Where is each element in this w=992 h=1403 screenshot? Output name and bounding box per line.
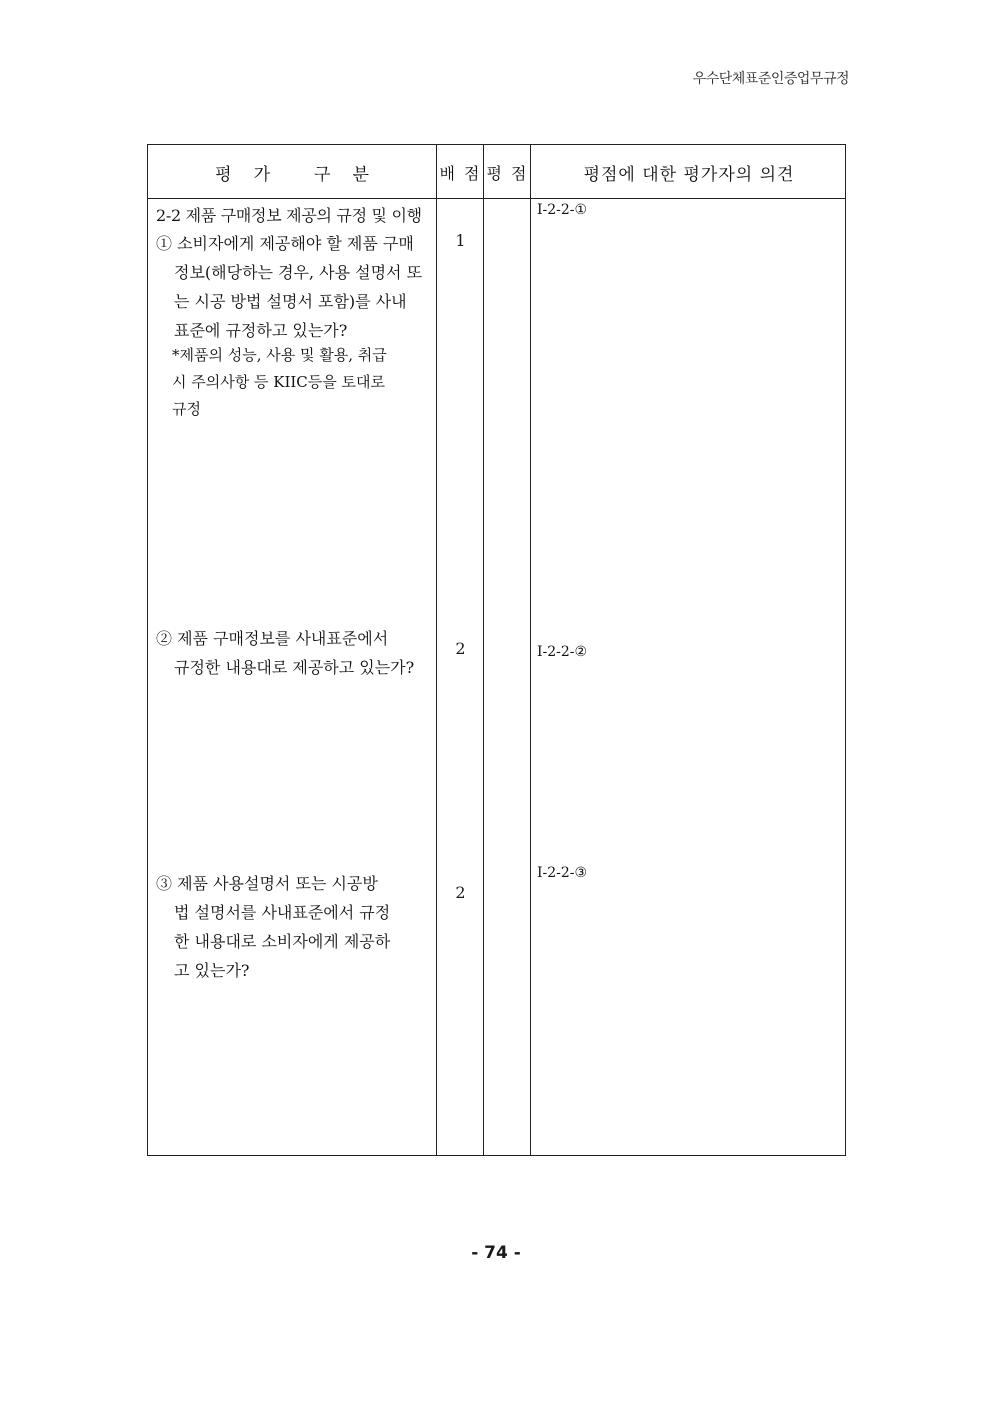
criterion-line: 정보(해당하는 경우, 사용 설명서 또 xyxy=(174,263,423,282)
reference-code-2: Ⅰ-2-2-② xyxy=(537,644,588,660)
criterion-line: ③ 제품 사용설명서 또는 시공방 xyxy=(156,874,378,893)
note-line: 시 주의사항 등 KIIC등을 토대로 xyxy=(172,373,385,391)
criterion-line: 표준에 규정하고 있는가? xyxy=(174,321,348,340)
header-category-char: 평 xyxy=(215,164,232,185)
reference-code-1: Ⅰ-2-2-① xyxy=(537,202,588,218)
header-score: 평 점 xyxy=(486,163,529,183)
points-value-1: 1 xyxy=(455,231,466,250)
header-points: 배 점 xyxy=(439,163,482,183)
points-value-2: 2 xyxy=(455,639,466,658)
criterion-item-2 xyxy=(156,624,428,682)
note-line: *제품의 성능, 사용 및 활용, 취급 xyxy=(172,346,387,364)
reference-code-3: Ⅰ-2-2-③ xyxy=(537,865,588,881)
header-category-char: 구 xyxy=(314,164,331,185)
criterion-line: 규정한 내용대로 제공하고 있는가? xyxy=(174,658,415,677)
criterion-line: 고 있는가? xyxy=(174,961,250,980)
criterion-note xyxy=(172,342,428,423)
criterion-item-3 xyxy=(156,869,428,985)
criterion-line: 법 설명서를 사내표준에서 규정 xyxy=(174,903,391,922)
section-title: 2-2 제품 구매정보 제공의 규정 및 이행 xyxy=(156,206,422,225)
header-category-char: 분 xyxy=(352,164,369,185)
criterion-line: 는 시공 방법 설명서 포함)를 사내 xyxy=(174,292,407,311)
header-opinion: 평점에 대한 평가자의 의견 xyxy=(583,164,795,185)
column-divider xyxy=(530,145,531,1155)
header-category-char: 가 xyxy=(253,164,270,185)
evaluation-table xyxy=(147,144,846,1156)
page-number: - 74 - xyxy=(471,1243,521,1263)
header-category xyxy=(148,145,436,199)
note-line: 규정 xyxy=(172,400,201,418)
criterion-line: ① 소비자에게 제공해야 할 제품 구매 xyxy=(156,234,414,253)
criterion-line: ② 제품 구매정보를 사내표준에서 xyxy=(156,629,389,648)
points-value-3: 2 xyxy=(455,883,466,902)
criterion-line: 한 내용대로 소비자에게 제공하 xyxy=(174,932,391,951)
criterion-item-1 xyxy=(156,229,428,345)
document-title: 우수단체표준인증업무규정 xyxy=(692,71,849,87)
